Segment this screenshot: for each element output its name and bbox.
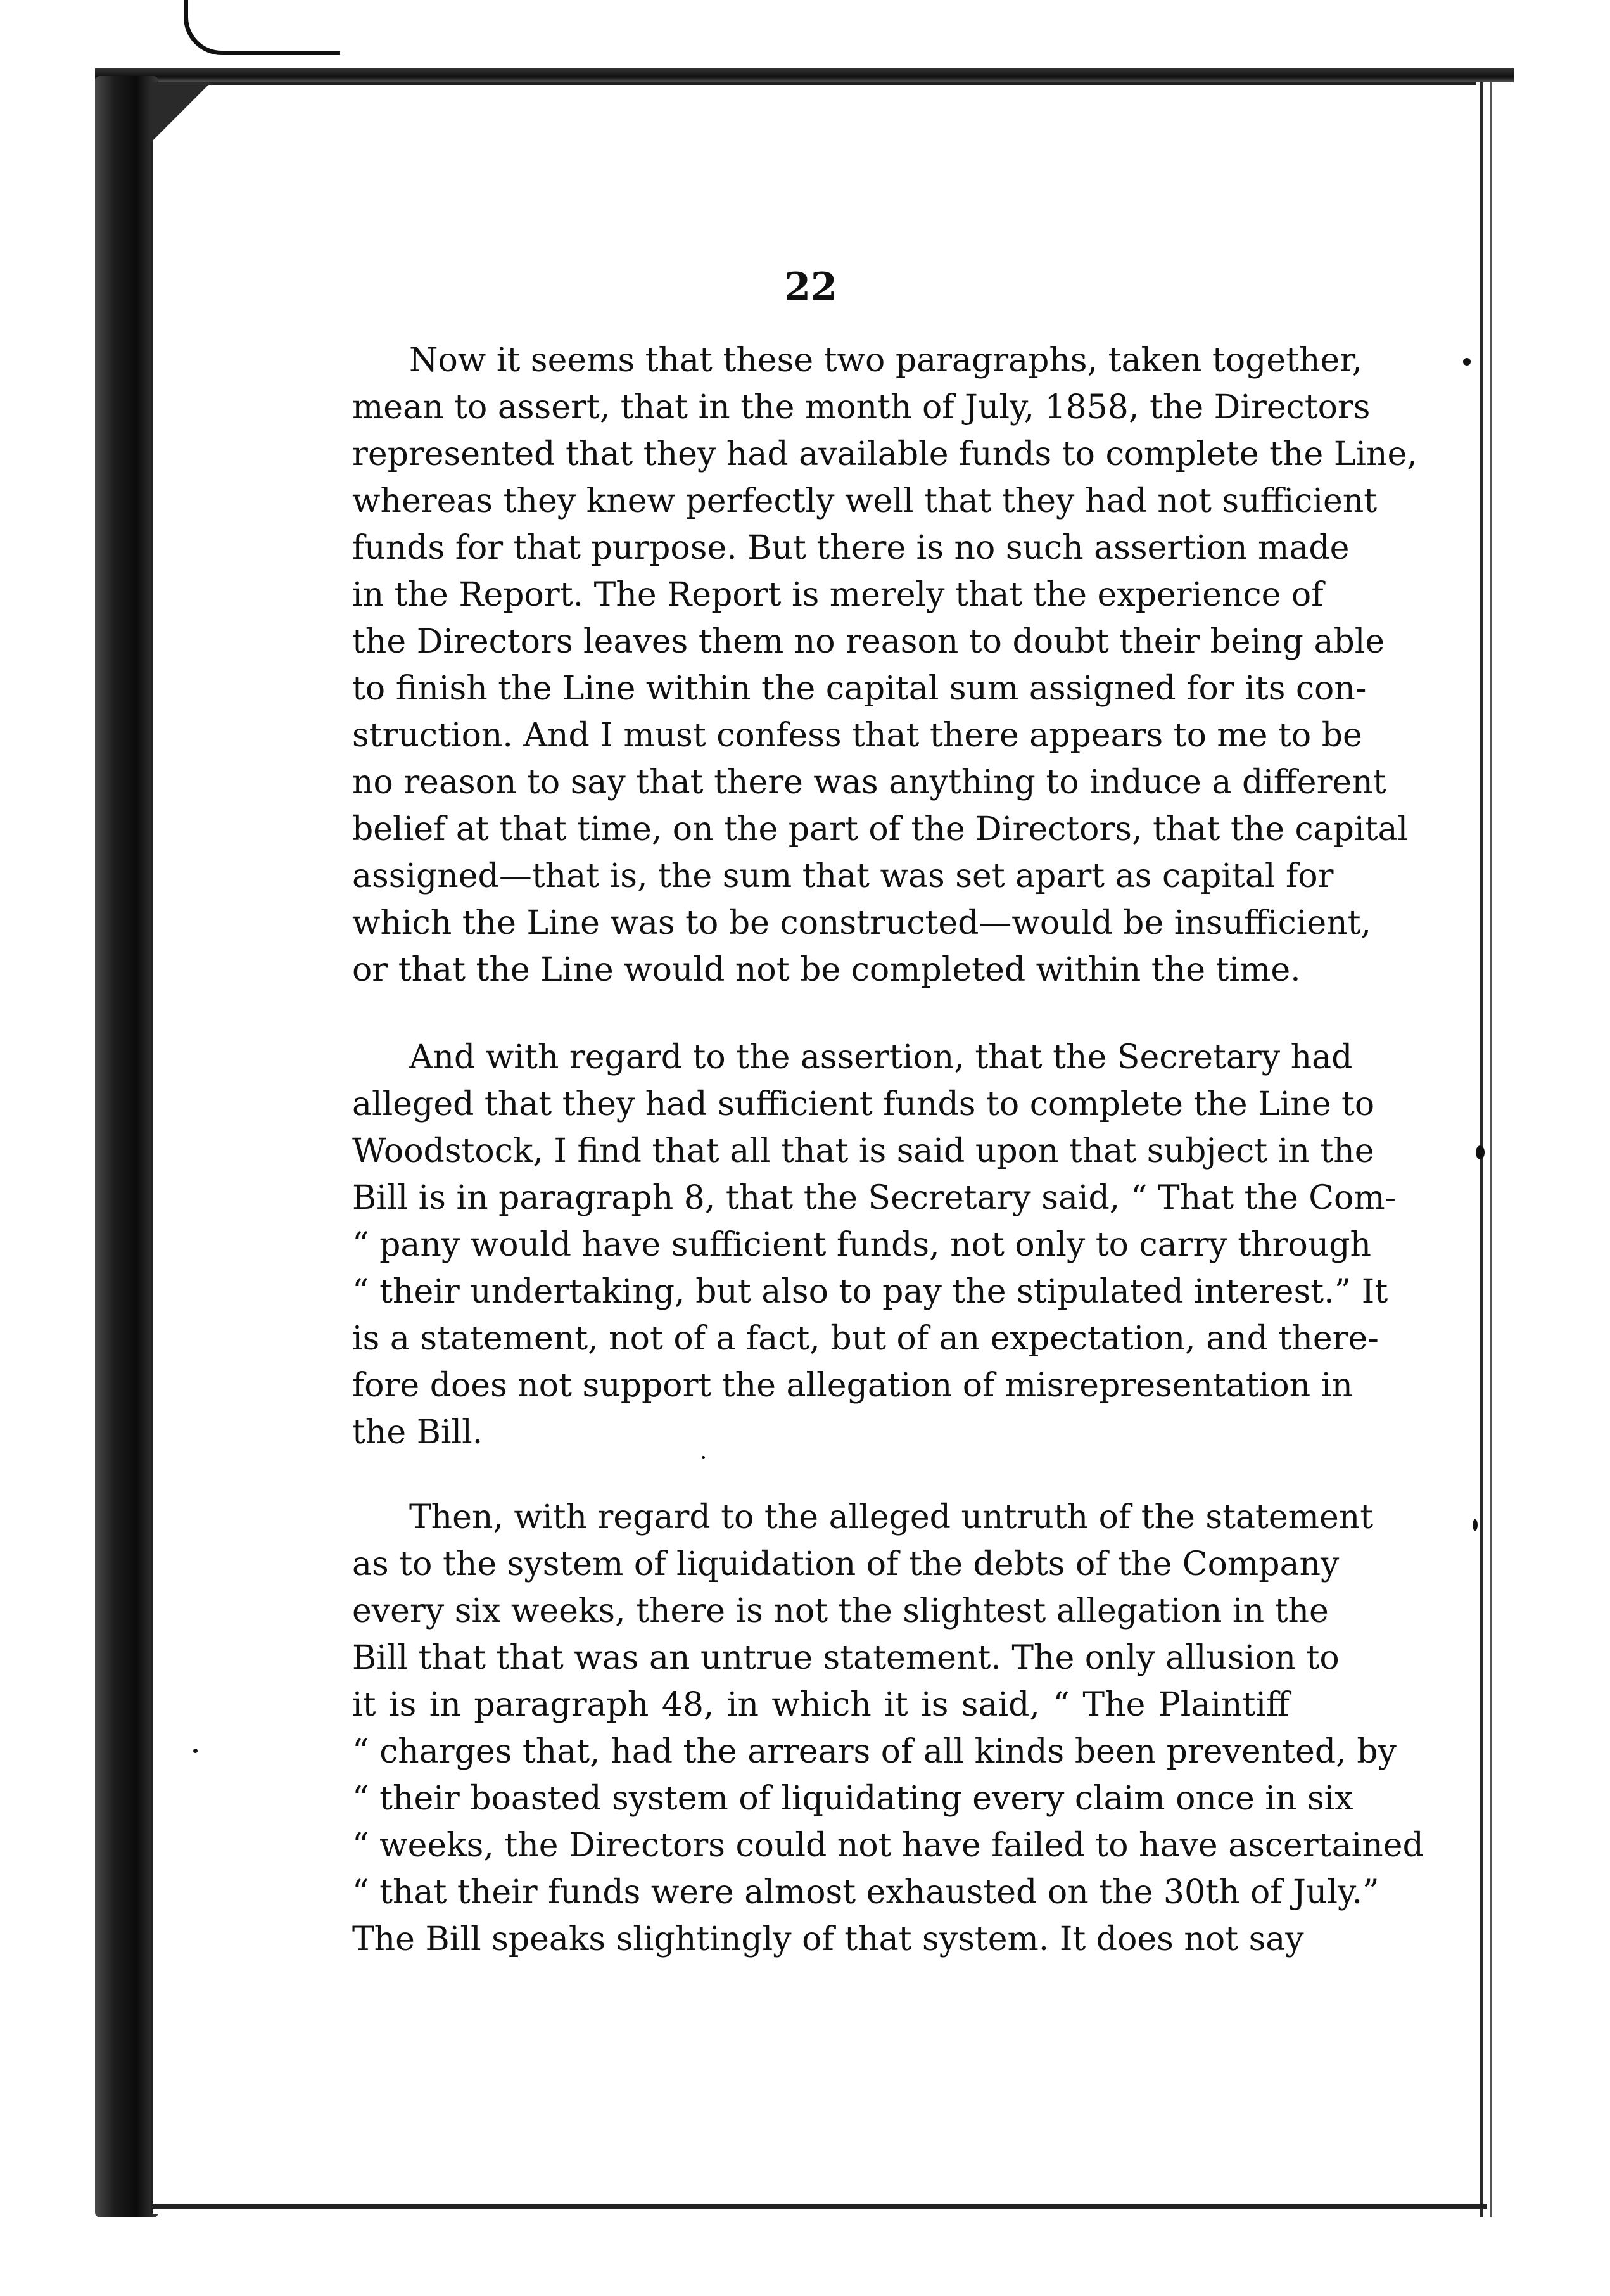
- scan-speck: [1476, 1145, 1485, 1159]
- text-line: The Bill speaks slightingly of that system. It does not say: [352, 1920, 1304, 1958]
- paragraph-2: [352, 1034, 1397, 1456]
- text-line: funds for that purpose. But there is no such assertion made: [352, 529, 1350, 567]
- text-line: Then, with regard to the alleged untruth of the statement: [409, 1498, 1374, 1536]
- page-fold-corner: [151, 82, 211, 143]
- text-line: belief at that time, on the part of the Directors, that the capital: [352, 810, 1409, 848]
- text-line: is a statement, not of a fact, but of an expectation, and there-: [352, 1320, 1379, 1358]
- text-line: “ charges that, had the arrears of all kinds been prevented, by: [352, 1733, 1397, 1771]
- text-line: every six weeks, there is not the slightest allegation in the: [352, 1592, 1329, 1630]
- scan-speck: [193, 1749, 198, 1753]
- book-edge-top: [95, 68, 1514, 82]
- text-line: Bill is in paragraph 8, that the Secretary said, “ That the Com-: [352, 1179, 1397, 1217]
- text-line: alleged that they had sufficient funds to complete the Line to: [352, 1085, 1375, 1123]
- text-line: whereas they knew perfectly well that they had not sufficient: [352, 482, 1378, 520]
- text-line: “ their boasted system of liquidating every claim once in six: [352, 1780, 1353, 1818]
- text-line: Bill that that was an untrue statement. The only allusion to: [352, 1639, 1340, 1677]
- text-line: “ their undertaking, but also to pay the stipulated interest.” It: [352, 1273, 1388, 1311]
- paragraph-1: [352, 337, 1417, 993]
- text-line: as to the system of liquidation of the debts of the Company: [352, 1545, 1340, 1583]
- text-line: assigned—that is, the sum that was set apart as capital for: [352, 857, 1334, 895]
- scan-mark: [184, 0, 340, 55]
- page-number: 22: [784, 265, 837, 309]
- text-line: it is in paragraph 48, in which it is said, “ The Plaintiff: [352, 1686, 1290, 1724]
- text-line: “ weeks, the Directors could not have failed to have ascertained: [352, 1827, 1424, 1865]
- text-line: mean to assert, that in the month of July, 1858, the Directors: [352, 388, 1371, 426]
- text-line: the Bill.: [352, 1413, 483, 1451]
- text-line: no reason to say that there was anything to induce a different: [352, 763, 1386, 801]
- scan-speck: [702, 1456, 705, 1459]
- text-line: or that the Line would not be completed within the time.: [352, 951, 1301, 989]
- scan-speck: [1473, 1519, 1478, 1531]
- text-line: Woodstock, I find that all that is said upon that subject in the: [352, 1132, 1374, 1170]
- text-line: struction. And I must confess that there appears to me to be: [352, 717, 1362, 755]
- page-bottom-edge: [151, 2204, 1487, 2209]
- text-line: “ pany would have sufficient funds, not only to carry through: [352, 1226, 1372, 1264]
- page-right-edge-inner: [1490, 82, 1492, 2217]
- text-line: the Directors leaves them no reason to doubt their being able: [352, 623, 1385, 661]
- paragraph-3: [352, 1494, 1424, 1963]
- text-line: “ that their funds were almost exhausted on the 30th of July.”: [352, 1873, 1379, 1911]
- text-line: which the Line was to be constructed—would be insufficient,: [352, 904, 1372, 942]
- book-edge-left: [95, 76, 158, 2217]
- text-line: in the Report. The Report is merely that the experience of: [352, 576, 1324, 614]
- text-line: Now it seems that these two paragraphs, taken together,: [409, 341, 1362, 379]
- text-line: represented that they had available funds to complete the Line,: [352, 435, 1417, 473]
- text-line: And with regard to the assertion, that the Secretary had: [409, 1038, 1353, 1076]
- text-line: fore does not support the allegation of misrepresentation in: [352, 1367, 1353, 1405]
- scan-speck: [1463, 358, 1471, 366]
- text-line: to finish the Line within the capital sum assigned for its con-: [352, 670, 1367, 708]
